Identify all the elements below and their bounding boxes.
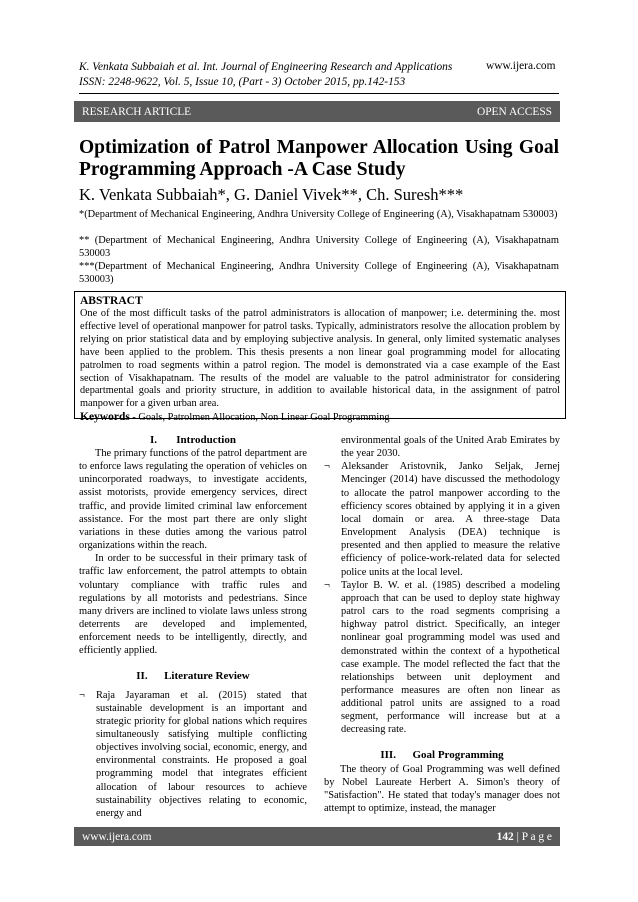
right-column bbox=[324, 434, 560, 815]
keywords-text: - Goals, Patrolmen Allocation, Non Linear Goal Programming bbox=[129, 412, 390, 424]
journal-line-2: ISSN: 2248-9622, Vol. 5, Issue 10, (Part - 3) October 2015, pp.142-153 bbox=[79, 76, 406, 88]
header-website[interactable]: www.ijera.com bbox=[486, 60, 556, 72]
list-item bbox=[79, 689, 307, 821]
header-rule bbox=[79, 93, 559, 94]
author-list: K. Venkata Subbaiah*, G. Daniel Vivek**, Ch. Suresh*** bbox=[79, 185, 464, 204]
abstract-box bbox=[74, 291, 566, 424]
review-item-2: Aleksander Aristovnik, Janko Seljak, Jernej Mencinger (2014) have discussed the methodology to allocate the patrol manpower according to the efficiency scores obtained by applying it in a given local domain or area. A three-stage Data Envelopment Analysis (DEA) technique is presented and then applied to measure the relative efficiency of police-work-related data for selected police units at the local level. bbox=[341, 461, 560, 578]
affiliation-1: *(Department of Mechanical Engineering, Andhra University College of Engineering (A), Visakhapatnam 530003) bbox=[79, 209, 558, 220]
affiliation-3: ***(Department of Mechanical Engineering, Andhra University College of Engineering (A), Visakhapatnam 530003) bbox=[79, 261, 559, 285]
affiliation-2: ** (Department of Mechanical Engineering, Andhra University College of Engineering (A), Visakhapatnam 530003 bbox=[79, 235, 559, 259]
list-item bbox=[324, 460, 560, 578]
page-footer bbox=[74, 827, 560, 846]
abstract-heading: ABSTRACT bbox=[80, 295, 143, 307]
journal-line-1: K. Venkata Subbaiah et al. Int. Journal of Engineering Research and Applications bbox=[79, 61, 453, 73]
intro-paragraph-2: In order to be successful in their primary task of traffic law enforcement, the patrol attempts to obtain voluntary compliance with traffic rules and regulations by all motorists and pedestrians. Since many drivers are inclined to violate laws unless strong deterrents are developed and implemented, enforcement needs to be intelligently, directly, and efficiently applied. bbox=[79, 553, 307, 657]
section-1-heading: I. Introduction bbox=[150, 434, 236, 446]
title-line-1: Optimization of Patrol Manpower Allocation Using Goal bbox=[79, 137, 559, 158]
page-indicator bbox=[497, 831, 552, 843]
open-access-label: OPEN ACCESS bbox=[476, 105, 552, 118]
article-type-banner bbox=[74, 101, 560, 122]
page-label: | P a g e bbox=[513, 830, 552, 843]
list-item bbox=[324, 579, 560, 737]
review-item-1: Raja Jayaraman et al. (2015) stated that sustainable development is an important and strategic priority for global nations which requires simultaneously satisfying multiple conflicting objectives involving social, economic, energy, and environmental constraints. He proposed a goal programming model that integrates efficient allocation of labour resources to achieve sustainability objectives relating to economic, energy and bbox=[96, 689, 307, 819]
journal-citation bbox=[79, 60, 549, 90]
intro-paragraph-1: The primary functions of the patrol department are to enforce laws regulating the operation of vehicles on unincorporated roadways, to investigate accidents, assist motorists, provide emergency services, direct traffic, and provide limited criminal law enforcement assistance. For the most part there are only slight variations in these duties among the various patrol organizations within the reach. bbox=[79, 448, 307, 552]
bullet-mark: ¬ bbox=[324, 579, 330, 591]
title-line-2: Programming Approach -A Case Study bbox=[79, 159, 406, 180]
abstract-text: One of the most difficult tasks of the patrol administrators is allocation of manpower; i.e. determining the. most effective level of operational manpower for patrol tasks. Typically, administrators resolve the allocation problem by relying on prior statistical data and by employing subjective analysis. In general, only limited systematic analyses have been applied to the problem. This thesis presents a non linear goal programming model for allocating patrolmen to road segments within a patrol region. The model is demonstrated via a case example of the East section of Visakhapatnam. The results of the model are valuable to the patrol administrator for considering departmental goals and priority structure, in addition to available historical data, in the assignment of patrol manpower for a given urban area. bbox=[80, 308, 560, 410]
keywords-label: Keywords bbox=[80, 411, 130, 424]
section-2-heading: II. Literature Review bbox=[136, 669, 250, 682]
page-number: 142 bbox=[496, 830, 514, 843]
bullet-mark: ¬ bbox=[79, 689, 85, 701]
left-column bbox=[79, 434, 307, 820]
footer-website[interactable]: www.ijera.com bbox=[82, 830, 152, 843]
review-item-3: Taylor B. W. et al. (1985) described a modeling approach that can be used to deploy state highway patrol cars to the road segments comprising a highway patrol district. Specifically, an integer nonlinear goal programming model was used and demonstrated within the context of a hypothetical case example. The model reflected the fact that the relationships between unit deployment and performance measures are often non linear as additional patrol units are assigned to a road segment, performance will increase but at a decreasing rate. bbox=[341, 579, 560, 736]
section-3-heading: III. Goal Programming bbox=[380, 748, 504, 761]
bullet-mark: ¬ bbox=[324, 461, 330, 473]
keywords-line bbox=[80, 411, 560, 425]
paper-title bbox=[79, 137, 559, 181]
review-item-1-continuation: environmental goals of the United Arab Emirates by the year 2030. bbox=[341, 435, 560, 460]
research-article-label: RESEARCH ARTICLE bbox=[82, 105, 192, 118]
goal-programming-paragraph: The theory of Goal Programming was well defined by Nobel Laureate Herbert A. Simon's theory of "Satisfaction". He stated that today's manager does not attempt to optimize, instead, the manager bbox=[324, 763, 560, 815]
